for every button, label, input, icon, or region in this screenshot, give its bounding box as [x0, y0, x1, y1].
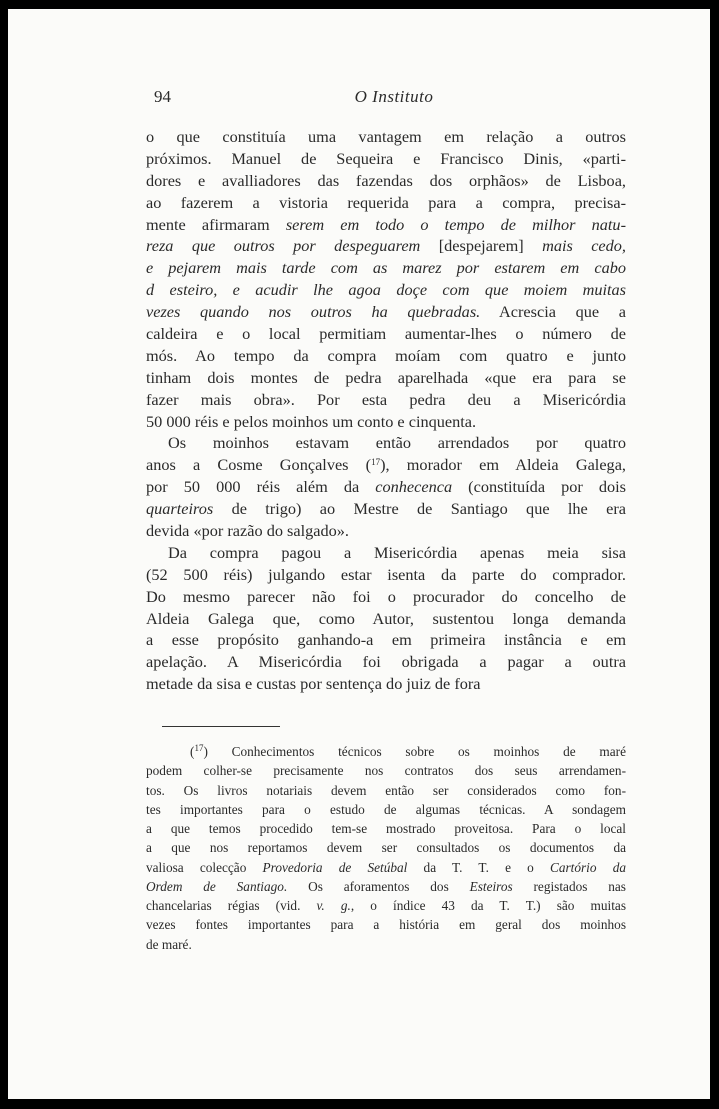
text-run: Acrescia que a: [480, 302, 626, 322]
footnote-divider: [162, 726, 280, 727]
text-line: [146, 389, 626, 411]
text-line: [146, 257, 626, 279]
text-run: de maré.: [146, 936, 192, 952]
text-run: Do mesmo parecer não foi o procurador do concelho de: [146, 586, 626, 606]
text-run: a que temos procedido tem-se mostrado proveitosa. Para o local: [146, 821, 626, 836]
text-run: (constituída por dois: [452, 477, 626, 497]
footnote-line: [146, 742, 626, 761]
italic-text: serem em todo o tempo de milhor natu-: [285, 214, 626, 234]
italic-text: Cartório da: [549, 859, 626, 875]
text-run: devida «por razão do salgado».: [146, 521, 349, 541]
text-line: [146, 542, 626, 564]
text-line: [146, 214, 626, 236]
text-run: ) Conhecimentos técnicos sobre os moinhos de maré: [203, 744, 626, 759]
text-line: [146, 432, 626, 454]
text-run: , o índice 43 da T. T.) são muitas: [350, 898, 626, 913]
text-run: tos. Os livros notariais devem então ser considerados como fon-: [146, 782, 626, 798]
text-run: mente afirmaram: [146, 214, 286, 234]
text-run: dores e avalliadores das fazendas dos orphãos» de Lisboa,: [146, 170, 626, 190]
italic-text: quarteiros: [146, 499, 214, 519]
text-line: [146, 126, 626, 148]
italic-text: v. g.: [316, 898, 351, 913]
text-run: (: [190, 744, 195, 759]
footnote-ref: 17: [371, 457, 381, 468]
text-run: o que constituía uma vantagem em relação a outros: [146, 127, 626, 146]
text-run: chancelarias régias (vid.: [146, 898, 317, 913]
text-line: [146, 564, 626, 586]
footnote-line: [146, 915, 626, 934]
text-run: a que nos reportamos devem ser consultados os documentos da: [146, 840, 626, 856]
text-run: ), morador em Aldeia Galega,: [380, 455, 626, 475]
text-line: [146, 411, 626, 433]
text-line: [146, 345, 626, 367]
footnote-line: [146, 761, 626, 780]
text-line: [146, 629, 626, 651]
text-run: anos a Cosme Gonçalves (: [146, 455, 372, 475]
italic-text: Ordem de Santiago.: [146, 878, 288, 894]
italic-text: mais cedo,: [542, 236, 626, 256]
text-line: [146, 476, 626, 498]
text-run: valiosa colecção: [146, 859, 263, 875]
page-number: 94: [154, 87, 171, 106]
text-run: Da compra pagou a Misericórdia apenas meia sisa: [168, 542, 626, 562]
text-run: ao fazerem a vistoria requerida para a compra, precisa-: [146, 192, 626, 212]
text-run: tes importantes para o estudo de algumas técnicas. A sondagem: [146, 801, 626, 817]
italic-text: Esteiros: [469, 878, 513, 894]
text-line: [146, 235, 626, 257]
text-line: [146, 673, 626, 695]
footnotes: [146, 742, 626, 954]
text-run: 50 000 réis e pelos moinhos um conto e cinquenta.: [146, 411, 477, 431]
text-line: [146, 608, 626, 630]
text-run: metade da sisa e custas por sentença do juiz de fora: [146, 674, 481, 694]
footnote-line: [146, 935, 626, 954]
text-line: [146, 192, 626, 214]
text-line: [146, 301, 626, 323]
text-run: Aldeia Galega que, como Autor, sustentou longa demanda: [146, 608, 626, 628]
italic-text: conhecenca: [375, 477, 453, 497]
text-run: mós. Ao tempo da compra moíam com quatro e junto: [146, 345, 626, 365]
footnote-line: [146, 819, 626, 838]
text-line: [146, 279, 626, 301]
text-line: [146, 367, 626, 389]
text-run: a esse propósito ganhando-a em primeira instância e em: [146, 630, 626, 650]
italic-text: e pejarem mais tarde com as marez por estarem em cabo: [146, 258, 626, 278]
text-run: por 50 000 réis além da: [146, 477, 376, 497]
text-run: tinham dois montes de pedra aparelhada «que era para se: [146, 367, 626, 387]
text-run: [despejarem]: [420, 236, 543, 256]
text-line: [146, 586, 626, 608]
text-run: registados nas: [512, 878, 626, 894]
text-run: próximos. Manuel de Sequeira e Francisco Dinis, «parti-: [146, 148, 626, 168]
text-run: Os moinhos estavam então arrendados por quatro: [168, 433, 626, 453]
text-run: de trigo) ao Mestre de Santiago que lhe era: [213, 499, 626, 519]
running-title: O Instituto: [354, 87, 434, 106]
page-header: [154, 87, 634, 113]
text-run: da T. T. e o: [407, 859, 550, 875]
text-line: [146, 323, 626, 345]
text-run: caldeira e o local permitiam aumentar-lhes o número de: [146, 324, 626, 344]
footnote-line: [146, 858, 626, 877]
italic-text: d esteiro, e acudir lhe agoa doçe com que moiem muitas: [146, 280, 626, 300]
text-line: [146, 651, 626, 673]
footnote-line: [146, 896, 626, 915]
text-run: (52 500 réis) julgando estar isenta da parte do comprador.: [146, 564, 626, 584]
footnote-line: [146, 838, 626, 857]
text-line: [146, 148, 626, 170]
text-run: fazer mais obra». Por esta pedra deu a Misericórdia: [146, 389, 626, 409]
italic-text: vezes quando nos outros ha quebradas.: [146, 302, 481, 322]
footnote-ref: 17: [194, 743, 204, 753]
footnote-line: [146, 800, 626, 819]
text-run: apelação. A Misericórdia foi obrigada a pagar a outra: [146, 652, 626, 672]
text-line: [146, 520, 626, 542]
footnote-line: [146, 877, 626, 896]
text-line: [146, 454, 626, 476]
italic-text: Provedoria de Setúbal: [262, 859, 408, 875]
text-line: [146, 170, 626, 192]
text-run: Os aforamentos dos: [287, 878, 470, 894]
text-run: vezes fontes importantes para a história em geral dos moinhos: [146, 917, 626, 933]
footnote-line: [146, 781, 626, 800]
italic-text: reza que outros por despeguarem: [146, 236, 421, 256]
body-text: [146, 126, 626, 695]
text-line: [146, 498, 626, 520]
text-run: podem colher-se precisamente nos contratos dos seus arrendamen-: [146, 763, 626, 779]
